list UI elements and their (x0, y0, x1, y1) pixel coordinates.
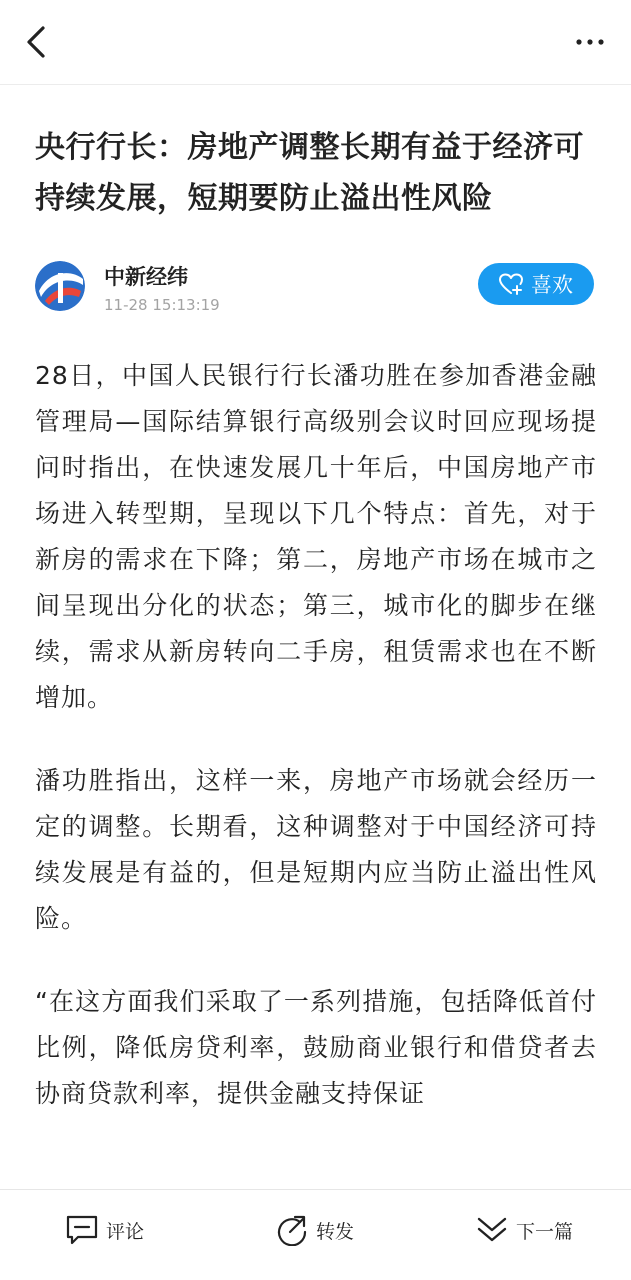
article-content (35, 84, 597, 1154)
next-article-label: 下一篇 (516, 1220, 574, 1243)
share-label: 转发 (316, 1220, 355, 1243)
avatar[interactable] (35, 261, 85, 311)
back-button[interactable] (14, 20, 58, 64)
like-button[interactable] (478, 263, 594, 305)
paragraph: 潘功胜指出，这样一来，房地产市场就会经历一定的调整。长期看，这种调整对于中国经济可持续发展是有益的，但是短期内应当防止溢出性风险。 (35, 766, 597, 933)
share-icon (276, 1214, 308, 1246)
comment-label: 评论 (106, 1220, 145, 1243)
author-info (35, 261, 597, 321)
share-button[interactable] (276, 1212, 354, 1248)
more-horizontal-icon (576, 38, 604, 46)
next-article-button[interactable] (476, 1212, 573, 1248)
paragraph: “在这方面我们采取了一系列措施，包括降低首付比例，降低房贷利率，鼓励商业银行和借贷者去协商贷款利率，提供金融支持保证 (35, 987, 597, 1108)
article-body (35, 353, 597, 1117)
chevron-left-icon (25, 25, 47, 59)
publisher-logo-icon (35, 261, 85, 311)
publish-time: 11-28 15:13:19 (104, 296, 220, 314)
like-label: 喜欢 (531, 273, 573, 297)
article-title: 央行行长：房地产调整长期有益于经济可持续发展，短期要防止溢出性风险 (35, 130, 584, 216)
more-button[interactable] (563, 20, 617, 64)
comment-button[interactable] (66, 1212, 144, 1248)
heart-plus-icon (499, 273, 523, 295)
bottom-action-bar (0, 1189, 631, 1280)
paragraph: 28日，中国人民银行行长潘功胜在参加香港金融管理局—国际结算银行高级别会议时回应现场提问时指出，在快速发展几十年后，中国房地产市场进入转型期，呈现以下几个特点：首先，对于新房的需求在下降；第二，房地产市场在城市之间呈现出分化的状态；第三，城市化的脚步在继续，需求从新房转向二手房，租赁需求也在不断增加。 (35, 361, 597, 712)
top-nav-bar (0, 0, 631, 85)
double-chevron-down-icon (476, 1215, 508, 1245)
author-name[interactable]: 中新经纬 (104, 265, 188, 289)
comment-icon (66, 1215, 98, 1245)
